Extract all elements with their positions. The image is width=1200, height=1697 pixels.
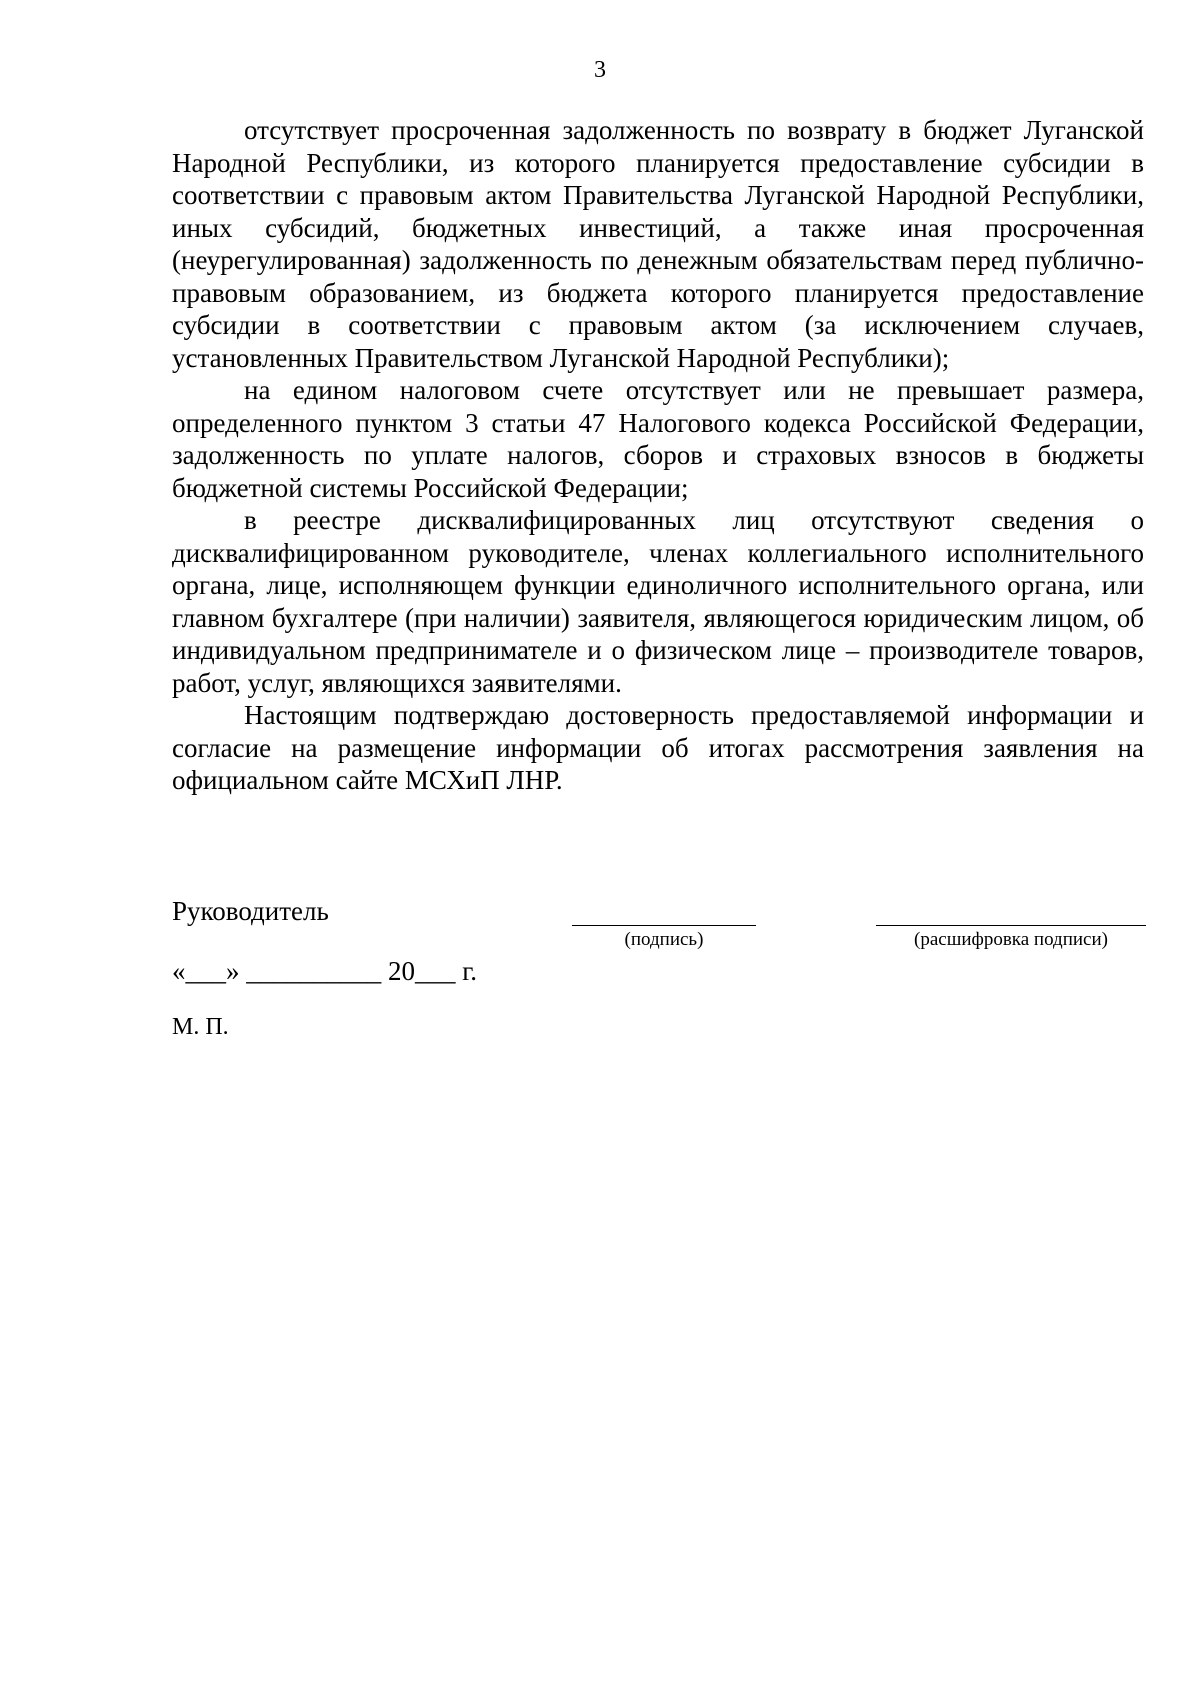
paragraph-confirmation: Настоящим подтверждаю достоверность предоставляемой информации и согласие на размещение информации об итогах рассмотрения заявления на официальном сайте МСХиП ЛНР. [172,700,1144,795]
signer-role-label: Руководитель [172,896,329,926]
document-body [172,114,1144,797]
paragraph-no-overdue-debt: отсутствует просроченная задолженность по возврату в бюджет Луганской Народной Республики, из которого планируется предоставление субсидии в соответствии с правовым актом Правительства Луганской Народной Республики, иных субсидий, бюджетных инвестиций, а также иная просроченная (неурегулированная) задолженность по денежным обязательствам перед публично-правовым образованием, из бюджета которого планируется предоставление субсидии в соответствии с правовым актом (за исключением случаев, установленных Правительством Луганской Народной Республики); [172,115,1144,373]
signature-caption: (подпись) [624,929,704,950]
signature-line [572,925,756,926]
paragraph-disqualified-registry: в реестре дисквалифицированных лиц отсутствуют сведения о дисквалифицированном руководителе, членах коллегиального исполнительного органа, лице, исполняющем функции единоличного исполнительного органа, или главном бухгалтере (при наличии) заявителя, являющегося юридическим лицом, об индивидуальном предпринимателе и о физическом лице – производителе товаров, работ, услуг, являющихся заявителями. [172,505,1144,698]
signature-decode-caption: (расшифровка подписи) [914,929,1108,950]
date-line: «___» __________ 20___ г. [172,956,478,986]
stamp-place-mark: М. П. [172,1014,229,1040]
paragraph-tax-account: на едином налоговом счете отсутствует или не превышает размера, определенного пунктом 3 статьи 47 Налогового кодекса Российской Федерации, задолженность по уплате налогов, сборов и страховых взносов в бюджеты бюджетной системы Российской Федерации; [172,375,1144,503]
page-number: 3 [594,57,606,83]
signature-decode-line [876,925,1146,926]
